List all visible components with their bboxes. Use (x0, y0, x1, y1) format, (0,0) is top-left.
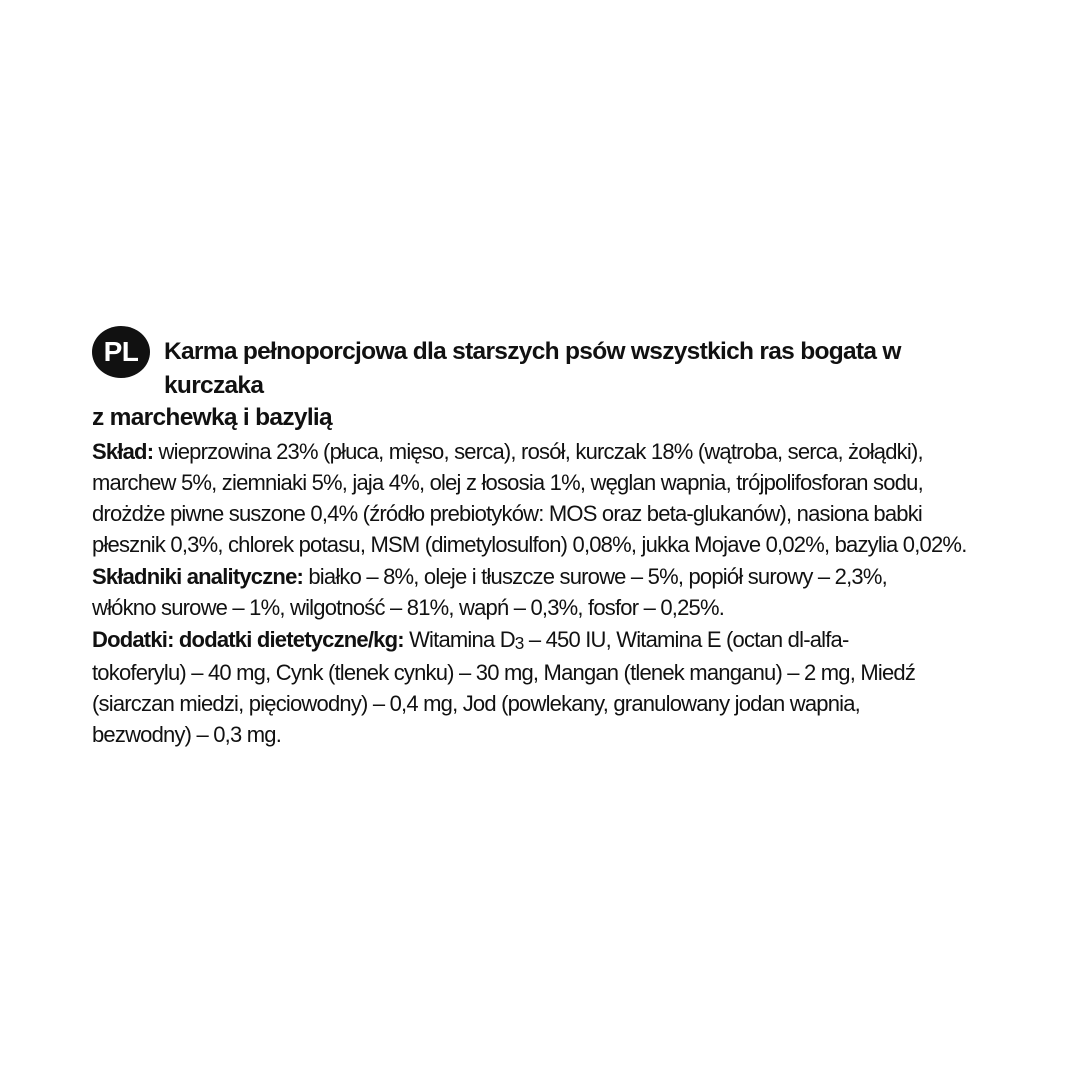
additives-text-b: – 450 IU, Witamina E (octan dl-alfa- (523, 627, 849, 652)
additives-line-3: (siarczan miedzi, pięciowodny) – 0,4 mg, Jod (powlekany, granulowany jodan wapnia, (92, 691, 860, 716)
ingredients-label (92, 326, 1004, 750)
composition-line-2: marchew 5%, ziemniaki 5%, jaja 4%, olej z łososia 1%, węglan wapnia, trójpolifosforan sodu, (92, 470, 923, 495)
additives-label: Dodatki: dodatki dietetyczne/kg: (92, 627, 404, 652)
composition-line-1 (92, 436, 1004, 467)
additives-line-1 (92, 624, 1004, 657)
product-title-line-1: Karma pełnoporcjowa dla starszych psów wszystkich ras bogata w kurczaka (164, 338, 901, 399)
analytical-label: Składniki analityczne: (92, 564, 304, 589)
analytical-line-2: włókno surowe – 1%, wilgotność – 81%, wapń – 0,3%, fosfor – 0,25%. (92, 595, 725, 620)
analytical-text: białko – 8%, oleje i tłuszcze surowe – 5%, popiół surowy – 2,3%, (303, 564, 887, 589)
composition-label: Skład: (92, 439, 154, 464)
additives-line-4: bezwodny) – 0,3 mg. (92, 722, 282, 747)
composition-line-4: płesznik 0,3%, chlorek potasu, MSM (dimetylosulfon) 0,08%, jukka Mojave 0,02%, bazylia 0,02%. (92, 532, 967, 557)
title-row (92, 326, 1004, 403)
composition-text: wieprzowina 23% (płuca, mięso, serca), rosół, kurczak 18% (wątroba, serca, żołądki), (153, 439, 923, 464)
composition-section (92, 436, 1004, 560)
analytical-section (92, 561, 1004, 623)
composition-line-3: drożdże piwne suszone 0,4% (źródło prebiotyków: MOS oraz beta-glukanów), nasiona babki (92, 501, 923, 526)
additives-text-a: Witamina D (403, 627, 515, 652)
additives-section (92, 624, 1004, 750)
language-badge: PL (92, 326, 150, 378)
product-title-line-2: z marchewką i bazylią (92, 404, 332, 431)
vitamin-d-subscript: 3 (514, 633, 524, 653)
analytical-line-1 (92, 561, 1004, 592)
additives-line-2: tokoferylu) – 40 mg, Cynk (tlenek cynku) – 30 mg, Mangan (tlenek manganu) – 2 mg, Miedź (92, 660, 916, 685)
